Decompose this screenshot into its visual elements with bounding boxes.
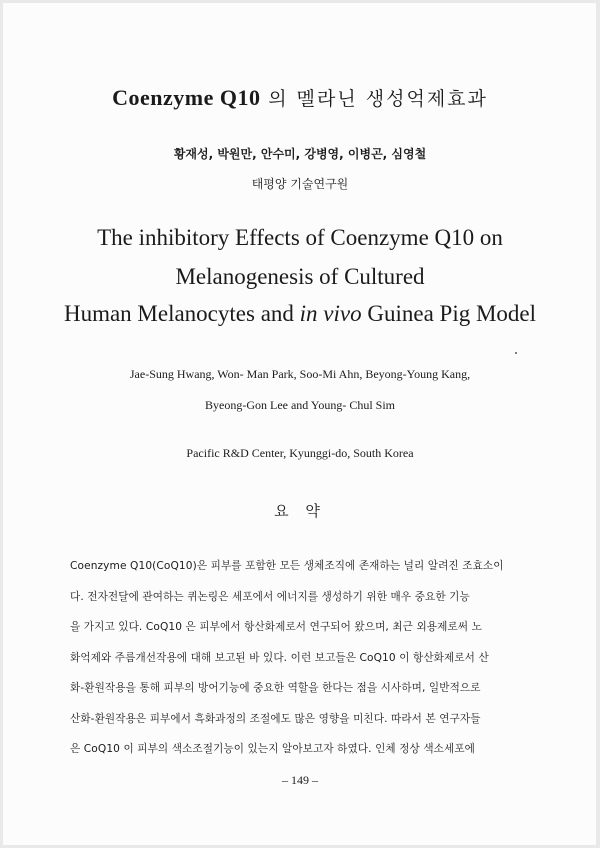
english-title-line-3-pre: Human Melanocytes and — [63, 301, 300, 326]
page-number: – 149 – — [282, 773, 318, 787]
english-authors-line-2: Byeong-Gon Lee and Young- Chul Sim — [205, 398, 395, 412]
abstract-line: 화-환원작용을 통해 피부의 방어기능에 중요한 역할을 한다는 점을 시사하며, 일반적으로 — [70, 682, 481, 694]
korean-title — [0, 84, 600, 111]
english-authors-line-1: Jae-Sung Hwang, Won- Man Park, Soo-Mi Ahn, Beyong-Young Kang, — [129, 367, 471, 381]
abstract-line: 화억제와 주름개선작용에 대해 보고된 바 있다. 이런 보고들은 CoQ10 이 항산화제로서 산 — [70, 651, 489, 664]
english-title-line-3-post: Guinea Pig Model — [361, 301, 537, 326]
abstract-line: 산화-환원작용은 피부에서 흑화과정의 조절에도 많은 영향을 미친다. 따라서 본 연구자들 — [70, 712, 481, 725]
abstract-line: 다. 전자전달에 관여하는 퀴논링은 세포에서 에너지를 생성하기 위한 매우 중요한 기능 — [70, 590, 470, 603]
english-title-line-3-italic: in vivo — [299, 301, 362, 326]
abstract-line: Coenzyme Q10(CoQ10)은 피부를 포함한 모든 생체조직에 존재하는 널리 알려진 조효소이 — [70, 560, 504, 572]
scan-speck — [515, 352, 517, 354]
abstract-line: 은 CoQ10 이 피부의 색소조절기능이 있는지 알아보고자 하였다. 인체 정상 색소세포에 — [70, 743, 476, 755]
abstract-line: 을 가지고 있다. CoQ10 은 피부에서 항산화제로서 연구되어 왔으며, 최근 외용제로써 노 — [70, 621, 482, 633]
english-title-line-1: The inhibitory Effects of Coenzyme Q10 on — [97, 225, 503, 250]
korean-title-ko-part: 의 멜라닌 생성억제효과 — [268, 88, 488, 110]
korean-title-en-part: Coenzyme Q10 — [112, 85, 261, 110]
abstract-body — [70, 551, 548, 765]
english-title-line-3 — [0, 301, 600, 327]
abstract-heading: 요 약 — [274, 502, 326, 520]
english-affiliation: Pacific R&D Center, Kyunggi-do, South Korea — [186, 446, 414, 460]
korean-affiliation: 태평양 기술연구원 — [251, 177, 349, 191]
english-title-line-2: Melanogenesis of Cultured — [175, 264, 425, 289]
korean-authors: 황재성, 박원만, 안수미, 강병영, 이병곤, 심영철 — [173, 147, 427, 161]
